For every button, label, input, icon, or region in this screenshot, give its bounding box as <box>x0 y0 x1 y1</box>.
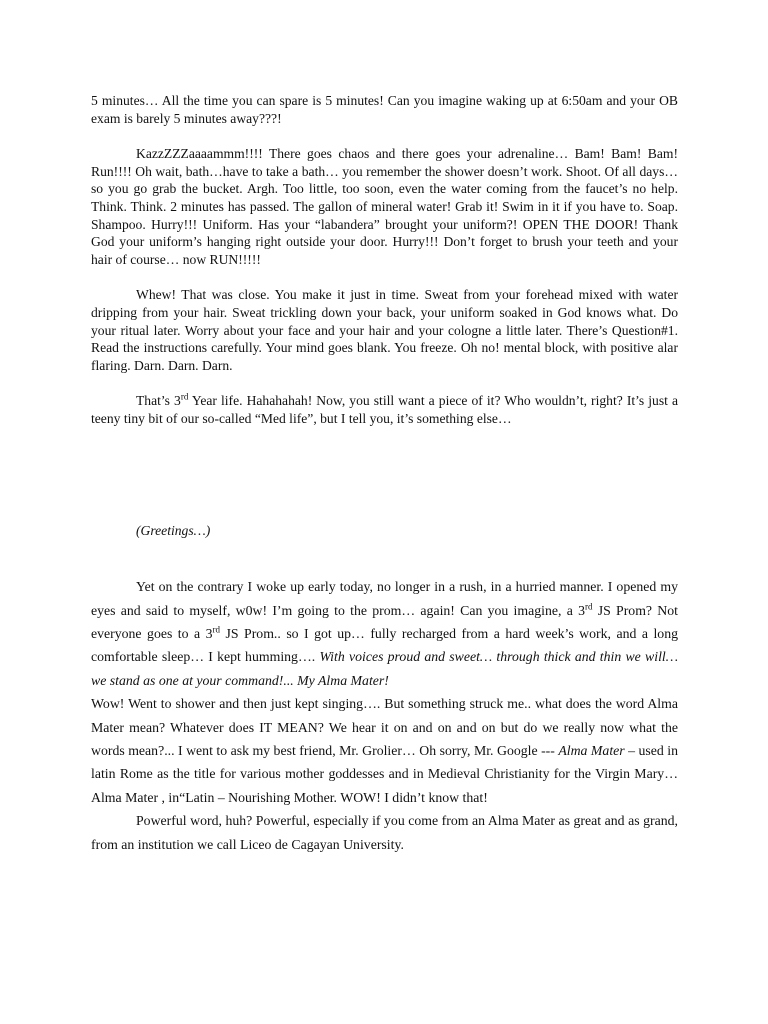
paragraph-alma-mater <box>91 692 678 809</box>
text-run: JS Prom.. so I got up… fully recharged from a hard week’s work, and a long comfortable sleep… I kept humming…. <box>91 625 678 665</box>
paragraph-five-minutes: 5 minutes… All the time you can spare is 5 minutes! Can you imagine waking up at 6:50am and your OB exam is barely 5 minutes away???! <box>91 93 678 126</box>
paragraph-third-year <box>91 392 678 427</box>
text-run: JS Prom? Not everyone goes to a 3 <box>91 602 678 641</box>
superscript: rd <box>212 624 221 635</box>
superscript: rd <box>180 391 189 402</box>
paragraph-powerful-word: Powerful word, huh? Powerful, especially if you come from an Alma Mater as great and as grand, from an institution we call Liceo de Cagayan University. <box>91 813 678 852</box>
song-lyrics: With voices proud and sweet… through thick and thin we will… we stand as one at your command!... My Alma Mater! <box>91 649 679 688</box>
text-run: Year life. Hahahahah! Now, you still want a piece of it? Who wouldn’t, right? It’s just a teeny tiny bit of our so-called “Med life”, but I tell you, it’s something else… <box>91 393 678 426</box>
paragraph-prom <box>91 575 678 692</box>
paragraph-whew: Whew! That was close. You make it just in time. Sweat from your forehead mixed with water dripping from your hair. Sweat trickling down your back, your uniform soaked in God knows what. Do your ritual later. Worry about your face and your hair and your cologne a little later. There’s Question#1. Read the instructions carefully. Your mind goes blank. You freeze. Oh no! mental block, with positive alar flaring. Darn. Darn. Darn. <box>91 287 678 373</box>
superscript: rd <box>584 600 593 611</box>
text-run: That’s 3 <box>136 393 181 409</box>
greeting-heading: (Greetings…) <box>136 522 211 538</box>
text-run: – used in latin Rome as the title for various mother goddesses and in Medieval Christianity for the Virgin Mary… Alma Mater , in“Latin – Nourishing Mother. WOW! I didn’t know that! <box>91 742 678 805</box>
text-run: Yet on the contrary I woke up early today, no longer in a rush, in a hurried manner. I opened my eyes and said to myself, w0w! I’m going to the prom… again! Can you imagine, a 3 <box>91 579 678 618</box>
italic-term: Alma Mater <box>558 742 625 758</box>
text-run: Wow! Went to shower and then just kept singing…. But something struck me.. what does the word Alma Mater mean? Whatever does IT MEAN? We hear it on and on and on but do we really now what the words mean?... I went to ask my best friend, Mr. Grolier… Oh sorry, Mr. Google --- <box>91 696 678 758</box>
paragraph-kazz: KazzZZZaaaammm!!!! There goes chaos and there goes your adrenaline… Bam! Bam! Bam! Run!!!! Oh wait, bath…have to take a bath… you remember the shower doesn’t work. Shoot. Of all days… so you go grab the bucket. Argh. Too little, too soon, even the water coming from the faucet’s no help. Think. Think. 2 minutes has passed. The gallon of mineral water! Grab it! Swim in it if you have to. Soap. Shampoo. Hurry!!! Uniform. Has your “labandera” brought your uniform?! OPEN THE DOOR! Thank God your uniform’s hanging right outside your door. Hurry!!! Don’t forget to brush your teeth and your hair of course… now RUN!!!!! <box>91 146 678 267</box>
document-page <box>91 92 678 856</box>
